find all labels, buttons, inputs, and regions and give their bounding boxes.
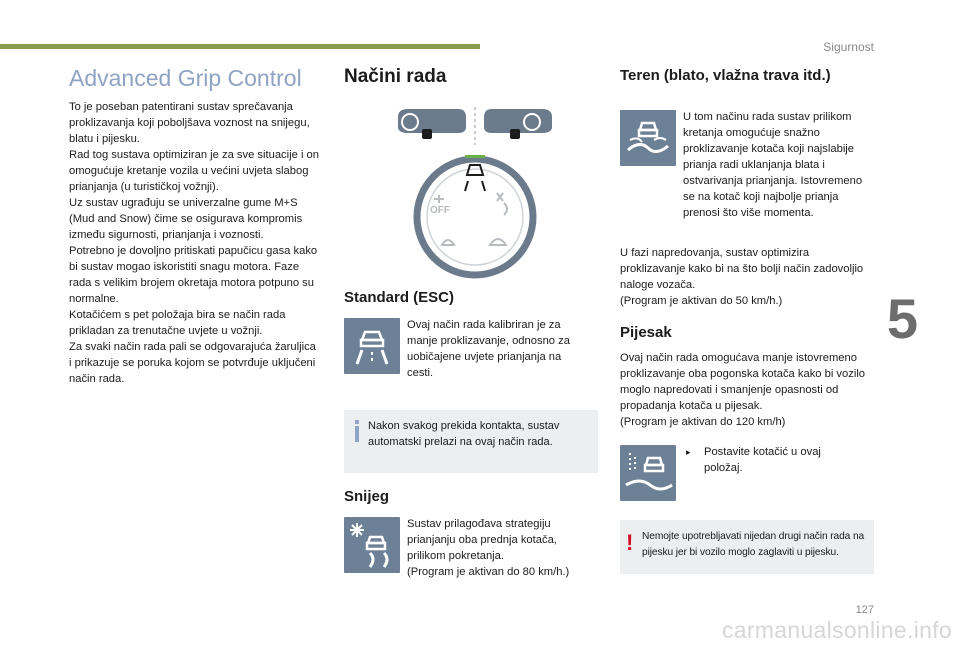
- info-box: [344, 410, 598, 473]
- terrain-text: U tom načinu rada sustav prilikom kretanja omogućuje snažno proklizavanje kotača koji najslabije prianja radi uklanjanja blata i ostvarivanja prianjanja. Istovremeno se na kotač koji najbolje prianja prenosi što više momenta.: [683, 111, 863, 219]
- intro-paragraph: Za svaki način rada pali se odgovarajuća žaruljica i prikazuje se poruka kojom se potvrđuje uključeni način rada.: [69, 341, 316, 385]
- snow-heading: Snijeg: [344, 488, 390, 505]
- info-text: Nakon svakog prekida kontakta, sustav automatski prelazi na ovaj način rada.: [368, 420, 560, 448]
- intro-paragraph: Rad tog sustava optimiziran je za sve situacije i on omogućuje kretanje vozila u većini uvjeta slabog prianjanja (u turističkoj vožnji).: [69, 149, 319, 193]
- terrain-heading: Teren (blato, vlažna trava itd.): [620, 67, 831, 84]
- sand-instruction-text: Postavite kotačić u ovaj položaj.: [704, 446, 821, 474]
- intro-paragraph: Kotačićem s pet položaja bira se način rada prikladan za trenutačne uvjete u vožnji.: [69, 309, 286, 337]
- page-number: 127: [855, 604, 874, 616]
- snow-program: (Program je aktivan do 80 km/h.): [407, 566, 570, 578]
- section-label: Sigurnost: [823, 40, 874, 54]
- intro-paragraph: To je poseban patentirani sustav sprečavanja proklizavanja koji poboljšava voznost na snijegu, blatu i pijesku.: [69, 101, 310, 145]
- snow-description: Sustav prilagođava strategiju prianjanju oba prednja kotača, prilikom pokretanja.: [407, 518, 557, 562]
- sand-heading: Pijesak: [620, 324, 672, 341]
- sand-instruction: [686, 444, 846, 476]
- watermark: carmanualsonline.info: [721, 617, 952, 643]
- sand-program: (Program je aktivan do 120 km/h): [620, 416, 786, 428]
- sand-text: [620, 350, 876, 430]
- page-title: Advanced Grip Control: [69, 65, 302, 91]
- sand-mode-icon: [620, 445, 676, 501]
- mode-selector-illustration: [392, 105, 558, 281]
- modes-heading: Načini rada: [344, 66, 447, 87]
- terrain-text-2: [620, 245, 874, 309]
- warning-icon: !: [626, 530, 634, 555]
- intro-paragraph: Potrebno je dovoljno pritiskati papučicu gasa kako bi sustav mogao iskoristiti snagu motora. Faze rada s velikim brojem okretaja motora potpuno su normalne.: [69, 245, 318, 305]
- snow-mode-icon: [344, 517, 400, 573]
- info-icon: [352, 420, 362, 442]
- terrain-program: (Program je aktivan do 50 km/h.): [620, 295, 783, 307]
- mode-knob-icon: [392, 105, 558, 281]
- svg-text:OFF: OFF: [430, 205, 450, 216]
- sand-description: Ovaj način rada omogućava manje istovremeno proklizavanje oba pogonska kotača kako bi vozilo moglo napredovati i smanjenje opasnosti od propadanja kotača u pijesak.: [620, 352, 866, 412]
- chapter-number: 5: [886, 287, 918, 350]
- intro-text: [69, 99, 321, 387]
- warning-box: [620, 520, 874, 574]
- car-road-icon: [344, 318, 400, 374]
- warning-text: Nemojte upotrebljavati nijedan drugi način rada na pijesku jer bi vozilo moglo zaglaviti u pijesku.: [642, 531, 865, 558]
- header-accent-bar: [0, 44, 480, 49]
- standard-heading: Standard (ESC): [344, 289, 455, 306]
- intro-paragraph: Uz sustav ugrađuju se univerzalne gume M+S (Mud and Snow) čime se osigurava kompromis između sigurnosti, prianjanja i voznosti.: [69, 197, 303, 241]
- snow-text: [407, 516, 587, 580]
- mud-mode-icon: [620, 110, 676, 166]
- instruction-bullet-icon: ▸: [686, 447, 691, 457]
- terrain-progress-text: U fazi napredovanja, sustav optimizira proklizavanje kako bi na što bolji način zadovoljio naloge vozača.: [620, 247, 864, 291]
- standard-text: Ovaj način rada kalibriran je za manje proklizavanje, odnosno za uobičajene uvjete prianjanja na cesti.: [407, 319, 570, 379]
